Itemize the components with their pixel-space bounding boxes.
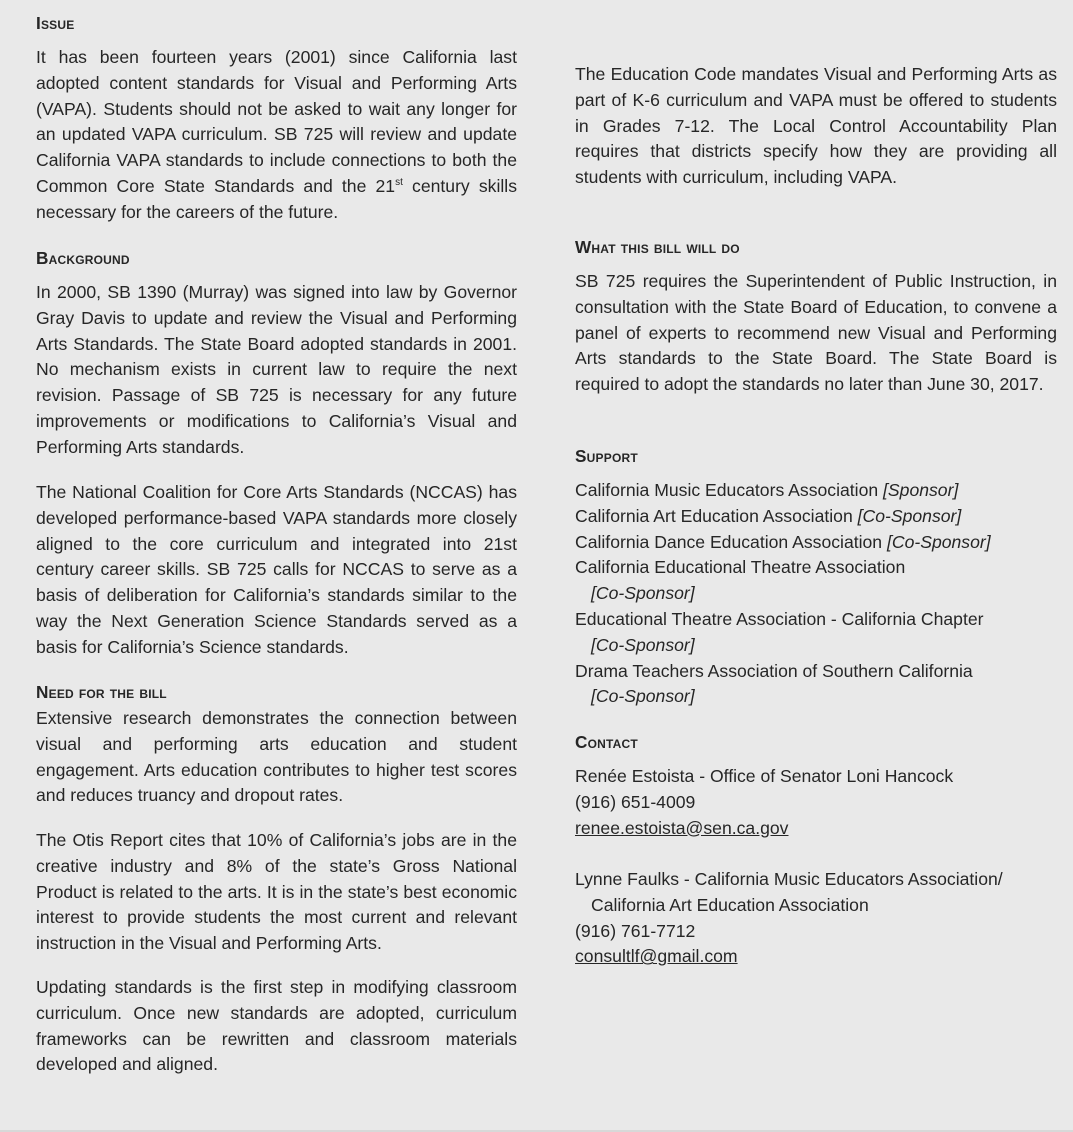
need-heading: Need for the bill: [36, 682, 167, 702]
contact-phone: (916) 651-4009: [575, 791, 696, 812]
contact-heading: Contact: [575, 732, 638, 752]
background-heading: Background: [36, 248, 130, 268]
need-paragraph-1: Extensive research demonstrates the connection between visual and performing arts education and student engagement. Arts education contributes to higher test scores and reduces truancy and dropout rates.: [36, 708, 517, 806]
need-paragraph-2: The Otis Report cites that 10% of California’s jobs are in the creative industry and 8% of the state’s Gross National Product is related to the arts. It is in the state’s best economic interest to provide students the most current and relevant instruction in the Visual and Performing Arts.: [36, 830, 517, 954]
support-item: Drama Teachers Association of Southern California: [575, 660, 973, 681]
contact-affiliation: California Art Education Association: [591, 894, 869, 915]
contact-email-link[interactable]: renee.estoista@sen.ca.gov: [575, 817, 789, 838]
support-item-role: [Co-Sponsor]: [591, 583, 695, 604]
support-item: California Art Education Association [Co-Sponsor]: [575, 505, 962, 526]
background-paragraph-1: In 2000, SB 1390 (Murray) was signed into law by Governor Gray Davis to update and review the Visual and Performing Arts Standards. The State Board adopted standards in 2001. No mechanism exists in current law to require the next revision. Passage of SB 725 is necessary for any future improvements or modifications to California’s Visual and Performing Arts standards.: [36, 282, 517, 457]
issue-paragraph: It has been fourteen years (2001) since California last adopted content standards for Visual and Performing Arts (VAPA). Students should not be asked to wait any longer for an updated VAPA curriculum. SB 725 will review and update California VAPA standards to include connections to both the Common Core State Standards and the 21st century skills necessary for the careers of the future.: [36, 47, 517, 222]
contact-name: Renée Estoista - Office of Senator Loni Hancock: [575, 766, 954, 786]
need-paragraph-3: Updating standards is the first step in modifying classroom curriculum. Once new standards are adopted, curriculum frameworks can be rewritten and classroom materials developed and aligned.: [36, 977, 517, 1075]
contact-block-2: [575, 867, 1057, 970]
background-paragraph-2: The National Coalition for Core Arts Standards (NCCAS) has developed performance-based VAPA standards more closely aligned to the core curriculum and integrated into 21st century career skills. SB 725 calls for NCCAS to serve as a basis of deliberation for California’s standards similar to the way the Next Generation Science Standards served as a basis for California’s Science standards.: [36, 482, 517, 657]
education-code-paragraph: The Education Code mandates Visual and Performing Arts as part of K-6 curriculum and VAPA must be offered to students in Grades 7-12. The Local Control Accountability Plan requires that districts specify how they are providing all students with curriculum, including VAPA.: [575, 64, 1057, 188]
support-list: [575, 478, 1057, 710]
support-heading: Support: [575, 446, 638, 466]
contact-name: Lynne Faulks - California Music Educators Association/: [575, 869, 1003, 889]
support-item: Educational Theatre Association - California Chapter: [575, 608, 984, 629]
what-bill-does-paragraph: SB 725 requires the Superintendent of Public Instruction, in consultation with the State Board of Education, to convene a panel of experts to recommend new Visual and Performing Arts standards to the State Board. The State Board is required to adopt the standards no later than June 30, 2017.: [575, 271, 1057, 395]
ordinal-suffix: st: [395, 177, 403, 189]
support-item-role: [Co-Sponsor]: [591, 686, 695, 707]
support-item: California Music Educators Association [Sponsor]: [575, 480, 959, 500]
what-bill-does-heading: What this bill will do: [575, 237, 740, 257]
issue-heading: Issue: [36, 13, 75, 33]
support-item-role: [Co-Sponsor]: [591, 634, 695, 655]
support-item: California Dance Education Association [Co-Sponsor]: [575, 531, 991, 552]
contact-block-1: [575, 764, 1057, 841]
contact-email-link[interactable]: consultlf@gmail.com: [575, 946, 738, 967]
contact-phone: (916) 761-7712: [575, 920, 696, 941]
support-item: California Educational Theatre Association: [575, 557, 906, 578]
